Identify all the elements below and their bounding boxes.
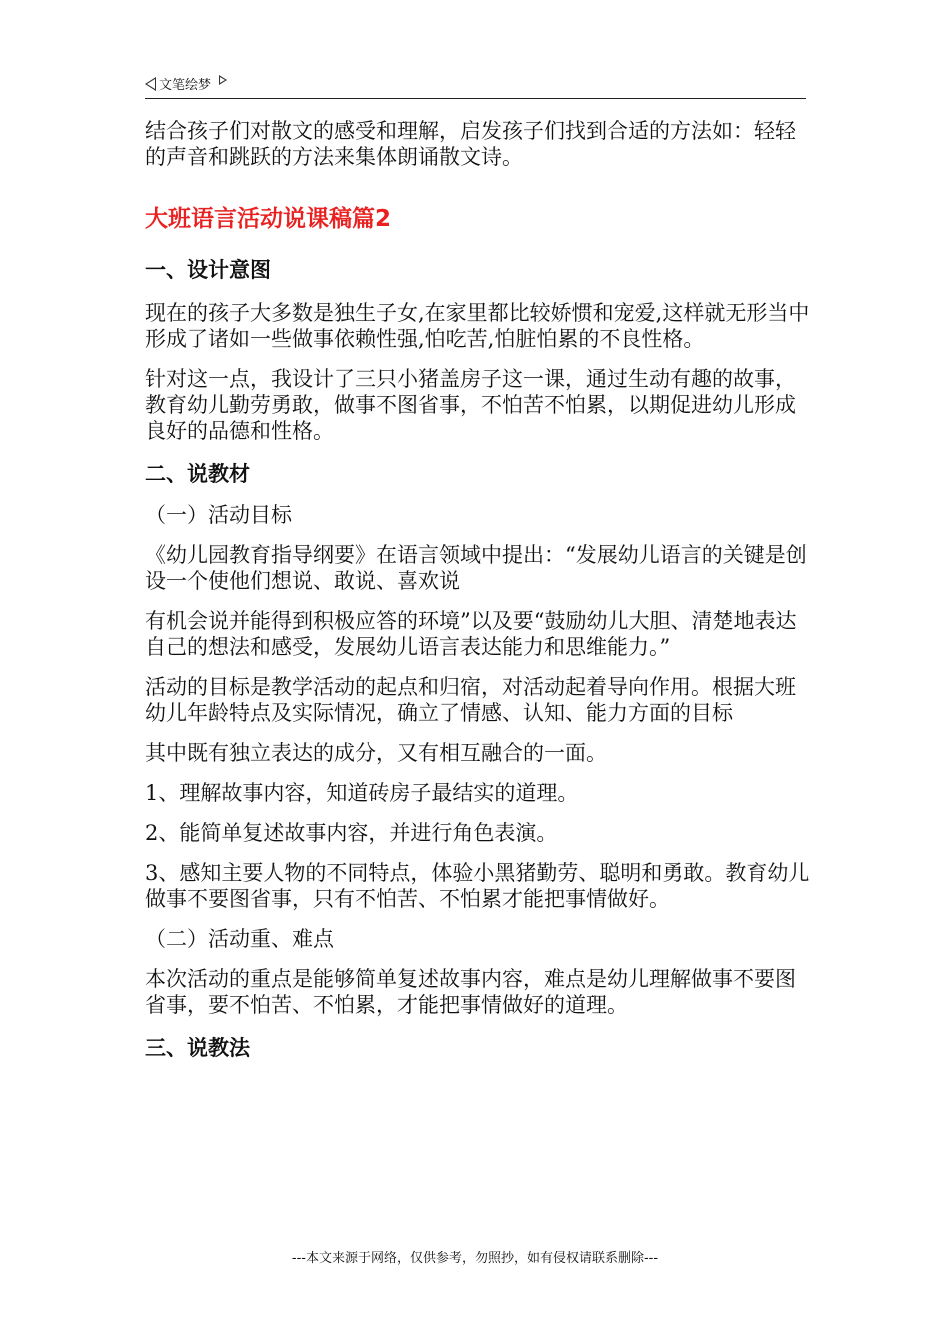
paragraph-design: 针对这一点，我设计了三只小猪盖房子这一课，通过生动有趣的故事，教育幼儿勤劳勇敢，做事不图省事，不怕苦不怕累，以期促进幼儿形成良好的品德和性格。 (145, 367, 796, 443)
brand-text: 文笔绘梦 (159, 78, 212, 93)
section-title: 大班语言活动说课稿篇2 (145, 206, 392, 232)
list-item-3: 3、感知主要人物的不同特点，体验小黑猪勤劳、聪明和勇敢。教育幼儿做事不要图省事，只有不怕苦、不怕累才能把事情做好。 (145, 861, 810, 911)
paragraph-goal-fusion: 其中既有独立表达的成分，又有相互融合的一面。 (145, 741, 607, 765)
paragraph-key-points: 本次活动的重点是能够简单复述故事内容，难点是幼儿理解做事不要图省事，要不怕苦、不怕累，才能把事情做好的道理。 (145, 967, 796, 1017)
triangle-right-icon (219, 75, 227, 85)
paragraph-background: 现在的孩子大多数是独生子女,在家里都比较娇惯和宠爱,这样就无形当中形成了诸如一些做事依赖性强,怕吃苦,怕脏怕累的不良性格。 (145, 301, 810, 351)
paragraph-outline: 《幼儿园教育指导纲要》在语言领域中提出：“发展幼儿语言的关键是创设一个使他们想说、敢说、喜欢说 (145, 543, 807, 593)
paragraph-intro: 结合孩子们对散文的感受和理解，启发孩子们找到合适的方法如：轻轻的声音和跳跃的方法来集体朗诵散文诗。 (145, 119, 796, 169)
page-footer: ---本文来源于网络，仅供参考，勿照抄，如有侵权请联系删除--- (291, 1251, 659, 1266)
list-item-1: 1、理解故事内容，知道砖房子最结实的道理。 (145, 781, 579, 805)
heading-design-intent: 一、设计意图 (145, 258, 271, 282)
list-item-2: 2、能简单复述故事内容，并进行角色表演。 (145, 821, 558, 845)
document-body (145, 118, 810, 1062)
paragraph-environment: 有机会说并能得到积极应答的环境”以及要“鼓励幼儿大胆、清楚地表达自己的想法和感受，发展幼儿语言表达能力和思维能力。” (145, 609, 797, 659)
heading-materials: 二、说教材 (145, 462, 250, 486)
paragraph-goal-origin: 活动的目标是教学活动的起点和归宿，对活动起着导向作用。根据大班幼儿年龄特点及实际情况，确立了情感、认知、能力方面的目标 (145, 675, 796, 725)
triangle-left-icon (145, 77, 156, 91)
subheading-goals: （一）活动目标 (145, 503, 292, 527)
heading-teaching-method: 三、说教法 (145, 1036, 250, 1060)
header-brand (145, 74, 227, 93)
subheading-key-points: （二）活动重、难点 (145, 927, 334, 951)
page-header (145, 72, 806, 99)
